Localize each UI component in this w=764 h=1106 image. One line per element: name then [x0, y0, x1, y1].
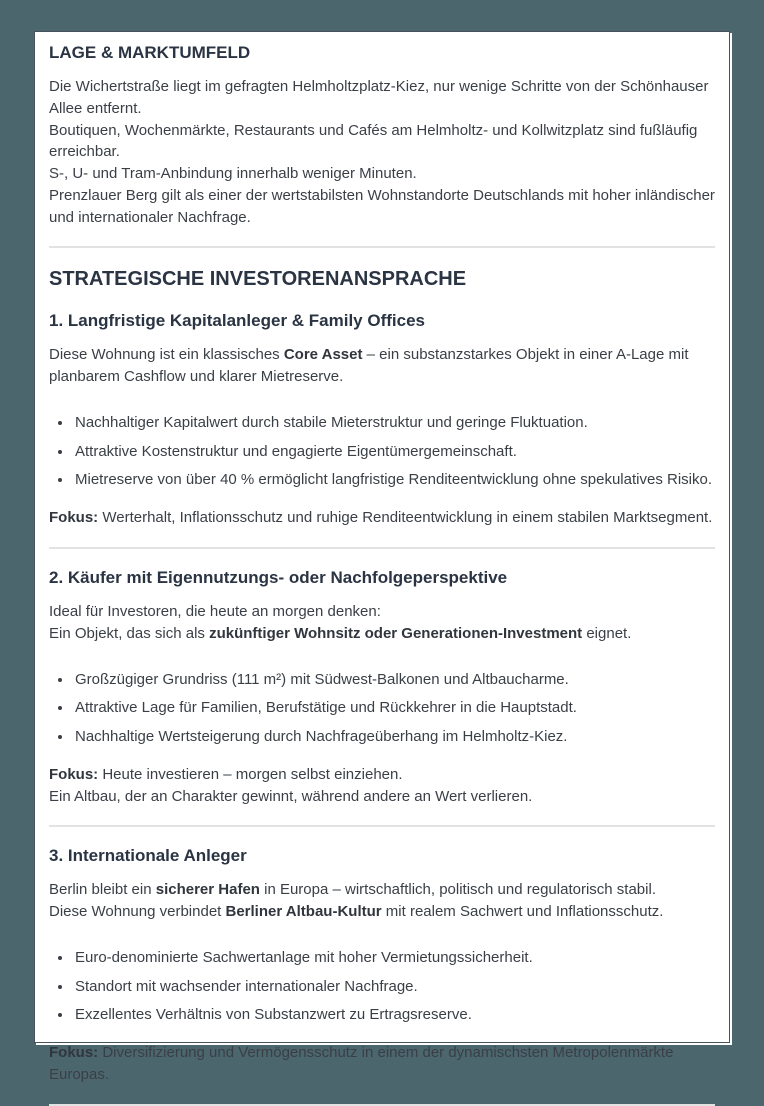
bullet-list-1 — [49, 412, 715, 491]
fokus-paragraph-3: Fokus: Diversifizierung und Vermögensschutz in einem der dynamischsten Metropolenmärkte Europas. — [49, 1044, 674, 1083]
list-item: • Standort mit wachsender internationaler Nachfrage. — [73, 976, 715, 998]
section-title-strategie: STRATEGISCHE INVESTORENANSPRACHE — [49, 268, 467, 291]
group-title-3: 3. Internationale Anleger — [49, 846, 247, 866]
group-title-1: 1. Langfristige Kapitalanleger & Family Offices — [49, 311, 425, 331]
section-divider — [49, 547, 715, 549]
section-divider — [49, 1104, 715, 1106]
list-item: • Attraktive Kostenstruktur und engagierte Eigentümergemeinschaft. — [73, 441, 715, 463]
bullet-list-2 — [49, 669, 715, 748]
group-intro-2: Ideal für Investoren, die heute an morgen denken: Ein Objekt, das sich als zukünftiger Wohnsitz oder Generationen-Investment eignet. — [49, 603, 632, 642]
list-item: • Attraktive Lage für Familien, Berufstätige und Rückkehrer in die Hauptstadt. — [73, 697, 715, 719]
group-title-2: 2. Käufer mit Eigennutzungs- oder Nachfolgeperspektive — [49, 567, 508, 587]
group-intro-3: Berlin bleibt ein sicherer Hafen in Europa – wirtschaftlich, politisch und regulatorisch stabil. Diese Wohnung verbindet Berliner Altbau-Kultur mit realem Sachwert und Inflationsschutz. — [49, 881, 664, 921]
section-divider — [49, 825, 715, 827]
list-item: • Exzellentes Verhältnis von Substanzwert zu Ertragsreserve. — [73, 1004, 715, 1026]
section-divider — [49, 246, 715, 248]
group-intro-1: Diese Wohnung ist ein klassisches Core Asset – ein substanzstarkes Objekt in einer A-Lage mit planbarem Cashflow und klarer Mietreserve. — [49, 346, 689, 386]
list-item: • Nachhaltiger Kapitalwert durch stabile Mieterstruktur und geringe Fluktuation. — [73, 412, 715, 434]
list-item: • Großzügiger Grundriss (111 m²) mit Südwest-Balkonen und Altbaucharme. — [73, 669, 715, 691]
list-item: • Nachhaltige Wertsteigerung durch Nachfrageüberhang im Helmholtz-Kiez. — [73, 726, 715, 748]
paragraph-lage: Die Wichertstraße liegt im gefragten Helmholtzplatz-Kiez, nur wenige Schritte von der Schönhauser Allee entfernt. Boutiquen, Wochenmärkte, Restaurants und Cafés am Helmholtz- und Kollwitzplatz sind fußläufig erreichbar. S-, U- und Tram-Anbindung innerhalb weniger Minuten. Prenzlauer Berg gilt als einer der wertstabilsten Wohnstandorte Deutschlands mit hoher inländischer und internationaler Nachfrage. — [49, 78, 715, 226]
list-item: • Mietreserve von über 40 % ermöglicht langfristige Renditeentwicklung ohne spekulatives Risiko. — [73, 469, 715, 491]
section-title-lage: LAGE & MARKTUMFELD — [49, 43, 251, 62]
fokus-paragraph-1: Fokus: Werterhalt, Inflationsschutz und ruhige Renditeentwicklung in einem stabilen Marktsegment. — [49, 509, 713, 527]
fokus-paragraph-2: Fokus: Heute investieren – morgen selbst einziehen. Ein Altbau, der an Charakter gewinnt, während andere an Wert verlieren. — [49, 765, 533, 805]
bullet-list-3 — [49, 947, 715, 1026]
document-page — [34, 31, 730, 1083]
list-item: • Euro-denominierte Sachwertanlage mit hoher Vermietungssicherheit. — [73, 947, 715, 969]
